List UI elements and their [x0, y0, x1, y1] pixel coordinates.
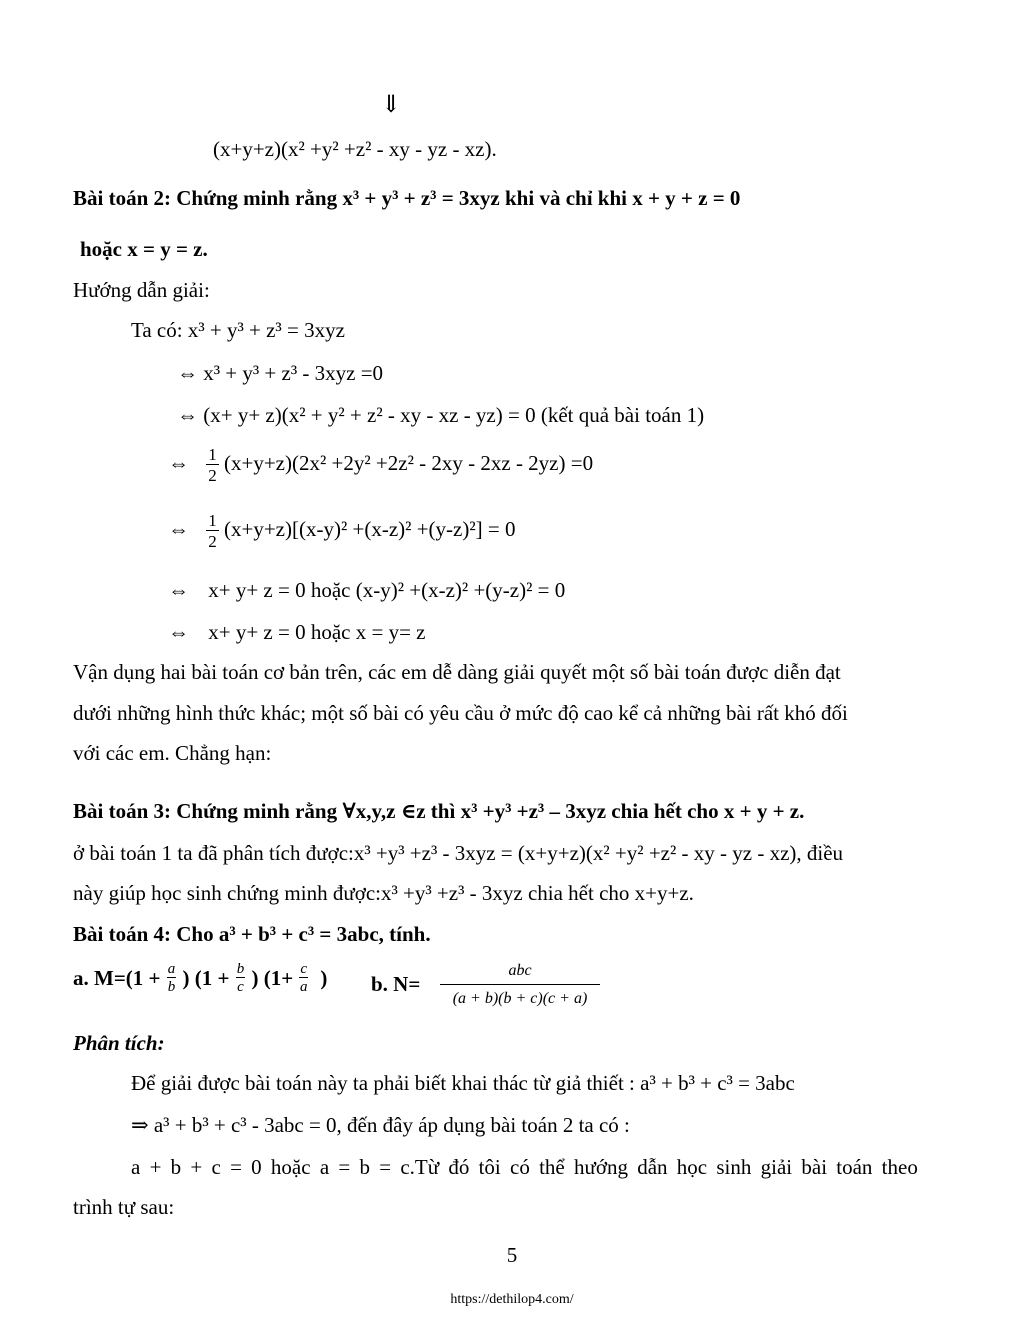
problem-2-heading: Bài toán 2: Chứng minh rằng x³ + y³ + z³ = 3xyz khi và chỉ khi x + y + z = 0	[73, 186, 741, 210]
c-over-a-fraction	[299, 962, 308, 995]
part-a-mid: ) (1 +	[182, 966, 230, 990]
iff-arrow-icon: ⇔	[168, 450, 189, 475]
step-1-text: x³ + y³ + z³ - 3xyz =0	[203, 361, 384, 385]
implication-arrow: ⇓	[381, 92, 402, 118]
one-half-fraction	[206, 446, 219, 484]
fraction-numerator: 1	[208, 511, 217, 530]
fraction-denominator: 2	[208, 532, 217, 551]
b-over-c-fraction	[236, 962, 246, 995]
fraction-denominator: b	[167, 979, 176, 995]
problem-3-line: này giúp học sinh chứng minh được:x³ +y³ +z³ - 3xyz chia hết cho x+y+z.	[73, 881, 694, 905]
n-fraction	[440, 962, 600, 1008]
iff-arrow-icon: ⇔	[168, 516, 189, 541]
analysis-line: a + b + c = 0 hoặc a = b = c.Từ đó tôi có thể hướng dẫn học sinh giải bài toán theo	[131, 1155, 918, 1179]
given-equation: Ta có: x³ + y³ + z³ = 3xyz	[131, 318, 345, 342]
page-number: 5	[506, 1243, 518, 1267]
step-5-text: x+ y+ z = 0 hoặc (x-y)² +(x-z)² +(y-z)² = 0	[208, 578, 566, 602]
problem-2-heading-cont: hoặc x = y = z.	[80, 237, 208, 261]
part-a-mid: ) (1+	[251, 966, 294, 990]
problem-3-line: ở bài toán 1 ta đã phân tích được:x³ +y³ +z³ - 3xyz = (x+y+z)(x² +y² +z² - xy - yz - xz), điều	[73, 841, 844, 865]
fraction-denominator: c	[237, 979, 244, 995]
fraction-numerator: abc	[440, 962, 600, 985]
factorization-line: (x+y+z)(x² +y² +z² - xy - yz - xz).	[213, 137, 497, 161]
fraction-numerator: b	[236, 961, 245, 977]
step-4	[168, 512, 515, 550]
solution-guide-label: Hướng dẫn giải:	[73, 278, 210, 302]
analysis-line: trình tự sau:	[73, 1195, 175, 1219]
part-a-end: )	[320, 966, 328, 990]
problem-4-part-a	[73, 962, 327, 995]
analysis-line-2	[131, 1115, 630, 1136]
implies-arrow-icon: ⇒	[131, 1113, 149, 1137]
iff-arrow-icon: ⇔	[168, 578, 189, 602]
fraction-numerator: c	[300, 961, 308, 977]
paragraph-line: với các em. Chẳng hạn:	[73, 741, 272, 765]
step-2	[177, 405, 704, 426]
fraction-denominator: (a + b)(b + c)(c + a)	[452, 990, 588, 1007]
iff-arrow-icon: ⇔	[168, 620, 189, 644]
fraction-denominator: a	[299, 979, 308, 995]
paragraph-line: dưới những hình thức khác; một số bài có yêu cầu ở mức độ cao kể cả những bài rất khó đối	[73, 701, 848, 725]
fraction-numerator: 1	[208, 445, 217, 464]
paragraph-line: Vận dụng hai bài toán cơ bản trên, các em dễ dàng giải quyết một số bài toán được diễn đạt	[73, 660, 841, 684]
analysis-line: Để giải được bài toán này ta phải biết khai thác từ giả thiết : a³ + b³ + c³ = 3abc	[131, 1071, 795, 1095]
fraction-numerator: a	[167, 961, 176, 977]
problem-3-heading: Bài toán 3: Chứng minh rằng ∀x,y,z ∈z thì x³ +y³ +z³ – 3xyz chia hết cho x + y + z.	[73, 799, 805, 823]
fraction-denominator: 2	[208, 466, 217, 485]
step-3	[168, 446, 593, 484]
analysis-heading: Phân tích:	[73, 1031, 165, 1055]
a-over-b-fraction	[167, 962, 177, 995]
step-6-text: x+ y+ z = 0 hoặc x = y= z	[208, 620, 426, 644]
footer-url: https://dethilop4.com/	[450, 1292, 574, 1307]
one-half-fraction	[206, 512, 219, 550]
step-5	[168, 580, 565, 601]
step-4-text: (x+y+z)[(x-y)² +(x-z)² +(y-z)²] = 0	[224, 516, 516, 541]
iff-arrow-icon: ⇔	[177, 403, 198, 427]
step-3-text: (x+y+z)(2x² +2y² +2z² - 2xy - 2xz - 2yz) =0	[224, 450, 594, 475]
part-a-label: a. M=(1 +	[73, 966, 161, 990]
step-2-text: (x+ y+ z)(x² + y² + z² - xy - xz - yz) = 0 (kết quả bài toán 1)	[203, 403, 705, 427]
analysis-line-2-text: a³ + b³ + c³ - 3abc = 0, đến đây áp dụng bài toán 2 ta có :	[148, 1113, 630, 1137]
problem-4-heading: Bài toán 4: Cho a³ + b³ + c³ = 3abc, tính.	[73, 922, 431, 946]
step-1	[177, 363, 383, 384]
iff-arrow-icon: ⇔	[177, 361, 198, 385]
part-b-label: b. N=	[371, 972, 421, 996]
step-6	[168, 622, 426, 643]
